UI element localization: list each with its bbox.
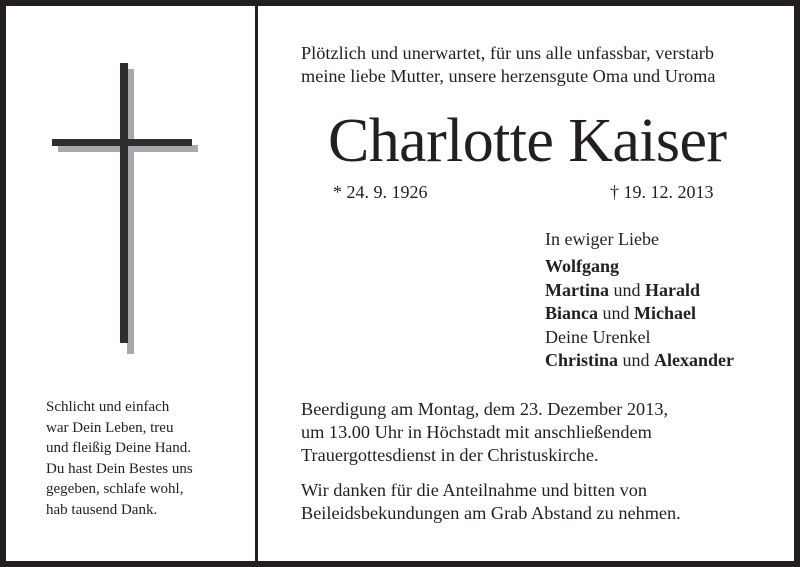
mourner-name: Harald [644,279,700,300]
poem-line: war Dein Leben, treu [46,419,174,436]
thanks-note [301,479,681,525]
cross-shadow-vertical [127,69,134,354]
mourner-name: Martina [545,279,609,300]
cross-vertical-bar [120,63,128,343]
mourner-row [545,255,734,279]
deceased-name: Charlotte Kaiser [328,107,727,175]
funeral-details [301,398,668,467]
death-date: † 19. 12. 2013 [610,182,714,202]
mourner-connector: und [608,279,645,300]
funeral-line: Trauergottesdienst in der Christuskirche. [301,445,599,465]
mourner-row [545,302,734,326]
mourner-name: Christina [545,350,619,370]
poem-line: Du hast Dein Bestes uns [46,460,193,477]
mourner-row [545,349,734,373]
mourner-name: Bianca [545,303,599,323]
mourner-name: Michael [634,303,696,323]
funeral-line: um 13.00 Uhr in Höchstadt mit anschließendem [301,422,652,442]
mourner-name: Wolfgang [545,256,620,276]
mourners-block [545,228,734,373]
intro-line: meine liebe Mutter, unsere herzensgute Oma und Uroma [301,66,716,86]
poem-line: gegeben, schlafe wohl, [46,481,184,498]
mourner-connector: und [598,303,635,323]
memorial-poem [46,397,193,521]
thanks-line: Wir danken für die Anteilnahme und bitten von [301,480,648,500]
funeral-line: Beerdigung am Montag, dem 23. Dezember 2013, [301,399,669,419]
cross-icon [0,0,255,380]
intro-text [301,42,716,88]
cross-horizontal-bar [52,139,192,146]
panel-divider [255,0,258,567]
poem-line: und fleißig Deine Hand. [46,440,191,457]
mourner-connector: Deine Urenkel [545,326,651,347]
thanks-line: Beileidsbekundungen am Grab Abstand zu nehmen. [301,503,681,523]
intro-line: Plötzlich und unerwartet, für uns alle unfassbar, verstarb [301,43,715,63]
mourner-row [545,279,734,303]
poem-line: hab tausend Dank. [46,501,158,518]
mourner-connector: und [618,350,655,370]
mourners-list [545,255,734,373]
mourner-row [545,326,734,350]
mourner-name: Alexander [654,350,735,370]
birth-date: * 24. 9. 1926 [333,182,428,202]
cross-shadow-horizontal [58,145,198,152]
poem-line: Schlicht und einfach [46,399,170,415]
mourners-heading: In ewiger Liebe [545,229,659,249]
